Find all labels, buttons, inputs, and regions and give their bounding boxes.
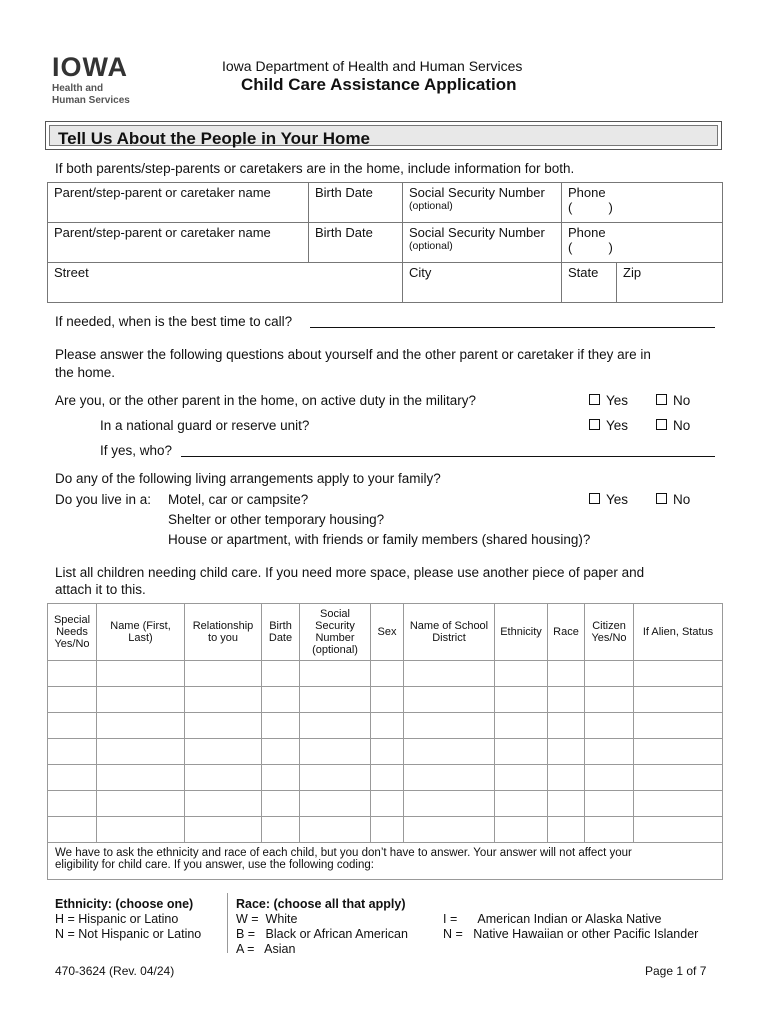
child-cell[interactable] — [548, 713, 585, 739]
child-cell[interactable] — [97, 739, 185, 765]
child-cell[interactable] — [185, 817, 262, 843]
child-cell[interactable] — [548, 739, 585, 765]
if-yes-label: If yes, who? — [100, 443, 173, 458]
child-cell[interactable] — [185, 713, 262, 739]
checkbox-icon[interactable] — [589, 394, 600, 405]
checkbox-icon[interactable] — [589, 419, 600, 430]
child-cell[interactable] — [634, 687, 723, 713]
child-cell[interactable] — [634, 713, 723, 739]
col-relationship: Relationship to you — [185, 604, 262, 661]
parent1-ssn-label: Social Security Number — [409, 185, 545, 200]
child-cell[interactable] — [97, 713, 185, 739]
child-cell[interactable] — [48, 687, 97, 713]
child-row — [48, 687, 723, 713]
child-cell[interactable] — [300, 817, 371, 843]
child-cell[interactable] — [495, 687, 548, 713]
race-w: W = White — [236, 912, 298, 926]
child-cell[interactable] — [404, 739, 495, 765]
guard-no-option[interactable] — [656, 418, 690, 433]
child-cell[interactable] — [634, 791, 723, 817]
department-name: Iowa Department of Health and Human Services — [222, 58, 523, 74]
child-cell[interactable] — [585, 661, 634, 687]
child-cell[interactable] — [404, 661, 495, 687]
col-ssn: Social Security Number (optional) — [300, 604, 371, 661]
child-cell[interactable] — [262, 791, 300, 817]
race-legend — [236, 897, 408, 957]
child-cell[interactable] — [300, 739, 371, 765]
parent1-phone-label: Phone — [568, 185, 606, 200]
page-title: Child Care Assistance Application — [241, 75, 517, 94]
state-label: State — [568, 265, 599, 280]
children-header-row — [48, 604, 723, 661]
best-time-input[interactable] — [310, 327, 715, 328]
parent2-name-label: Parent/step-parent or caretaker name — [54, 225, 271, 240]
child-cell[interactable] — [585, 687, 634, 713]
page-number: Page 1 of 7 — [645, 964, 707, 978]
answer-intro-line-1: Please answer the following questions about yourself and the other parent or caretaker if they are in — [55, 347, 651, 362]
child-cell[interactable] — [495, 817, 548, 843]
yes-label: Yes — [606, 492, 629, 507]
child-cell[interactable] — [371, 791, 404, 817]
child-cell[interactable] — [262, 765, 300, 791]
logo — [52, 52, 130, 107]
child-cell[interactable] — [585, 713, 634, 739]
child-cell[interactable] — [48, 739, 97, 765]
child-cell[interactable] — [185, 791, 262, 817]
race-nh: N = Native Hawaiian or other Pacific Islander — [443, 927, 699, 941]
child-cell[interactable] — [262, 661, 300, 687]
parent2-name-field[interactable] — [48, 223, 309, 263]
state-field[interactable] — [562, 263, 617, 303]
child-cell[interactable] — [262, 687, 300, 713]
child-cell[interactable] — [300, 765, 371, 791]
child-cell[interactable] — [404, 817, 495, 843]
military-no-option[interactable] — [656, 393, 690, 408]
ethnicity-legend — [55, 897, 201, 942]
children-table — [47, 603, 723, 880]
answer-intro-line-2: the home. — [55, 365, 116, 380]
child-cell[interactable] — [185, 765, 262, 791]
military-yes-option[interactable] — [589, 393, 628, 408]
guard-question: In a national guard or reserve unit? — [100, 418, 310, 433]
logo-sub-1: Health and — [52, 83, 104, 94]
best-time-label: If needed, when is the best time to call? — [55, 314, 293, 329]
col-birth-date: Birth Date — [262, 604, 300, 661]
child-cell[interactable] — [548, 661, 585, 687]
child-cell[interactable] — [404, 713, 495, 739]
race-legend-2 — [443, 912, 698, 942]
logo-word: IOWA — [52, 52, 128, 82]
child-cell[interactable] — [262, 817, 300, 843]
child-row — [48, 739, 723, 765]
col-name: Name (First, Last) — [97, 604, 185, 661]
no-label: No — [673, 418, 691, 433]
parent2-ssn-label: Social Security Number — [409, 225, 545, 240]
col-special-needs: Special Needs Yes/No — [48, 604, 97, 661]
child-cell[interactable] — [97, 817, 185, 843]
child-row — [48, 817, 723, 843]
child-cell[interactable] — [300, 687, 371, 713]
race-i: I = American Indian or Alaska Native — [443, 912, 662, 926]
parent2-phone-format: ( ) — [568, 240, 613, 255]
child-cell[interactable] — [97, 765, 185, 791]
parent1-birth-field[interactable] — [309, 183, 403, 223]
checkbox-icon[interactable] — [589, 493, 600, 504]
parent1-name-label: Parent/step-parent or caretaker name — [54, 185, 271, 200]
parent1-name-field[interactable] — [48, 183, 309, 223]
no-label: No — [673, 492, 691, 507]
no-label: No — [673, 393, 691, 408]
child-cell[interactable] — [48, 661, 97, 687]
ethnicity-h: H = Hispanic or Latino — [55, 912, 179, 926]
child-cell[interactable] — [371, 817, 404, 843]
child-cell[interactable] — [495, 661, 548, 687]
col-ethnicity: Ethnicity — [495, 604, 548, 661]
yes-label: Yes — [606, 393, 629, 408]
child-cell[interactable] — [634, 661, 723, 687]
parent1-ssn-optional: (optional) — [409, 200, 453, 212]
child-cell[interactable] — [97, 791, 185, 817]
living-yes-option[interactable] — [589, 492, 628, 507]
child-cell[interactable] — [495, 765, 548, 791]
if-yes-input[interactable] — [181, 456, 715, 457]
note-line-1: We have to ask the ethnicity and race of each child, but you don’t have to answer. Your answer will not affect your — [55, 847, 632, 859]
col-school-district: Name of School District — [404, 604, 495, 661]
note-line-2: eligibility for child care. If you answer, use the following coding: — [55, 859, 374, 871]
col-citizen: Citizen Yes/No — [585, 604, 634, 661]
child-cell[interactable] — [634, 765, 723, 791]
child-cell[interactable] — [371, 739, 404, 765]
child-cell[interactable] — [371, 765, 404, 791]
ethnicity-race-note — [48, 843, 723, 880]
live-in-label: Do you live in a: — [55, 492, 152, 507]
zip-label: Zip — [623, 265, 642, 280]
child-cell[interactable] — [371, 687, 404, 713]
yes-label: Yes — [606, 418, 629, 433]
child-cell[interactable] — [585, 765, 634, 791]
guard-yes-option[interactable] — [589, 418, 628, 433]
child-cell[interactable] — [495, 791, 548, 817]
child-cell[interactable] — [548, 765, 585, 791]
child-cell[interactable] — [548, 817, 585, 843]
child-cell[interactable] — [495, 713, 548, 739]
living-question: Do any of the following living arrangements apply to your family? — [55, 471, 441, 486]
parent-info-table — [47, 182, 723, 303]
child-cell[interactable] — [185, 661, 262, 687]
legend-divider — [227, 893, 228, 953]
street-field[interactable] — [48, 263, 403, 303]
child-cell[interactable] — [262, 739, 300, 765]
child-cell[interactable] — [634, 739, 723, 765]
children-intro-line-2: attach it to this. — [55, 582, 146, 597]
parent1-ssn-field[interactable] — [403, 183, 562, 223]
zip-field[interactable] — [617, 263, 723, 303]
live-option-1: Motel, car or campsite? — [168, 492, 309, 507]
street-label: Street — [54, 265, 89, 280]
col-race: Race — [548, 604, 585, 661]
parent2-phone-field[interactable] — [562, 223, 723, 263]
live-option-3: House or apartment, with friends or family members (shared housing)? — [168, 532, 591, 547]
city-label: City — [409, 265, 432, 280]
child-cell[interactable] — [371, 713, 404, 739]
child-cell[interactable] — [48, 713, 97, 739]
parent2-phone-label: Phone — [568, 225, 606, 240]
race-a: A = Asian — [236, 942, 296, 956]
logo-sub-2: Human Services — [52, 95, 130, 106]
col-alien-status: If Alien, Status — [634, 604, 723, 661]
live-option-2: Shelter or other temporary housing? — [168, 512, 385, 527]
parent1-birth-label: Birth Date — [315, 185, 373, 200]
child-row — [48, 765, 723, 791]
child-cell[interactable] — [404, 687, 495, 713]
living-no-option[interactable] — [656, 492, 690, 507]
ethnicity-n: N = Not Hispanic or Latino — [55, 927, 202, 941]
parent2-birth-field[interactable] — [309, 223, 403, 263]
child-cell[interactable] — [185, 687, 262, 713]
child-cell[interactable] — [585, 791, 634, 817]
child-cell[interactable] — [404, 765, 495, 791]
parent2-birth-label: Birth Date — [315, 225, 373, 240]
col-sex: Sex — [371, 604, 404, 661]
child-cell[interactable] — [300, 713, 371, 739]
child-cell[interactable] — [495, 739, 548, 765]
form-number: 470-3624 (Rev. 04/24) — [55, 964, 175, 978]
child-cell[interactable] — [185, 739, 262, 765]
checkbox-icon[interactable] — [656, 493, 667, 504]
child-cell[interactable] — [585, 817, 634, 843]
child-cell[interactable] — [262, 713, 300, 739]
section-header — [45, 121, 722, 150]
child-cell[interactable] — [97, 687, 185, 713]
child-cell[interactable] — [300, 791, 371, 817]
child-cell[interactable] — [48, 791, 97, 817]
parent2-ssn-field[interactable] — [403, 223, 562, 263]
child-cell[interactable] — [48, 765, 97, 791]
parent1-phone-field[interactable] — [562, 183, 723, 223]
child-cell[interactable] — [634, 817, 723, 843]
city-field[interactable] — [403, 263, 562, 303]
child-cell[interactable] — [97, 661, 185, 687]
section-title: Tell Us About the People in Your Home — [58, 129, 371, 148]
child-row — [48, 791, 723, 817]
parent1-phone-format: ( ) — [568, 200, 613, 215]
child-cell[interactable] — [404, 791, 495, 817]
child-cell[interactable] — [371, 661, 404, 687]
race-b: B = Black or African American — [236, 927, 408, 941]
checkbox-icon[interactable] — [656, 419, 667, 430]
child-row — [48, 713, 723, 739]
military-question: Are you, or the other parent in the home, on active duty in the military? — [55, 393, 476, 408]
child-cell[interactable] — [300, 661, 371, 687]
intro-text: If both parents/step-parents or caretakers are in the home, include information for both. — [55, 161, 575, 176]
race-title: Race: (choose all that apply) — [236, 897, 406, 911]
child-cell[interactable] — [48, 817, 97, 843]
child-cell[interactable] — [585, 739, 634, 765]
child-cell[interactable] — [548, 791, 585, 817]
child-cell[interactable] — [548, 687, 585, 713]
checkbox-icon[interactable] — [656, 394, 667, 405]
children-intro-line-1: List all children needing child care. If you need more space, please use another piece of paper and — [55, 565, 645, 580]
ethnicity-title: Ethnicity: (choose one) — [55, 897, 194, 911]
parent2-ssn-optional: (optional) — [409, 240, 453, 252]
child-row — [48, 661, 723, 687]
